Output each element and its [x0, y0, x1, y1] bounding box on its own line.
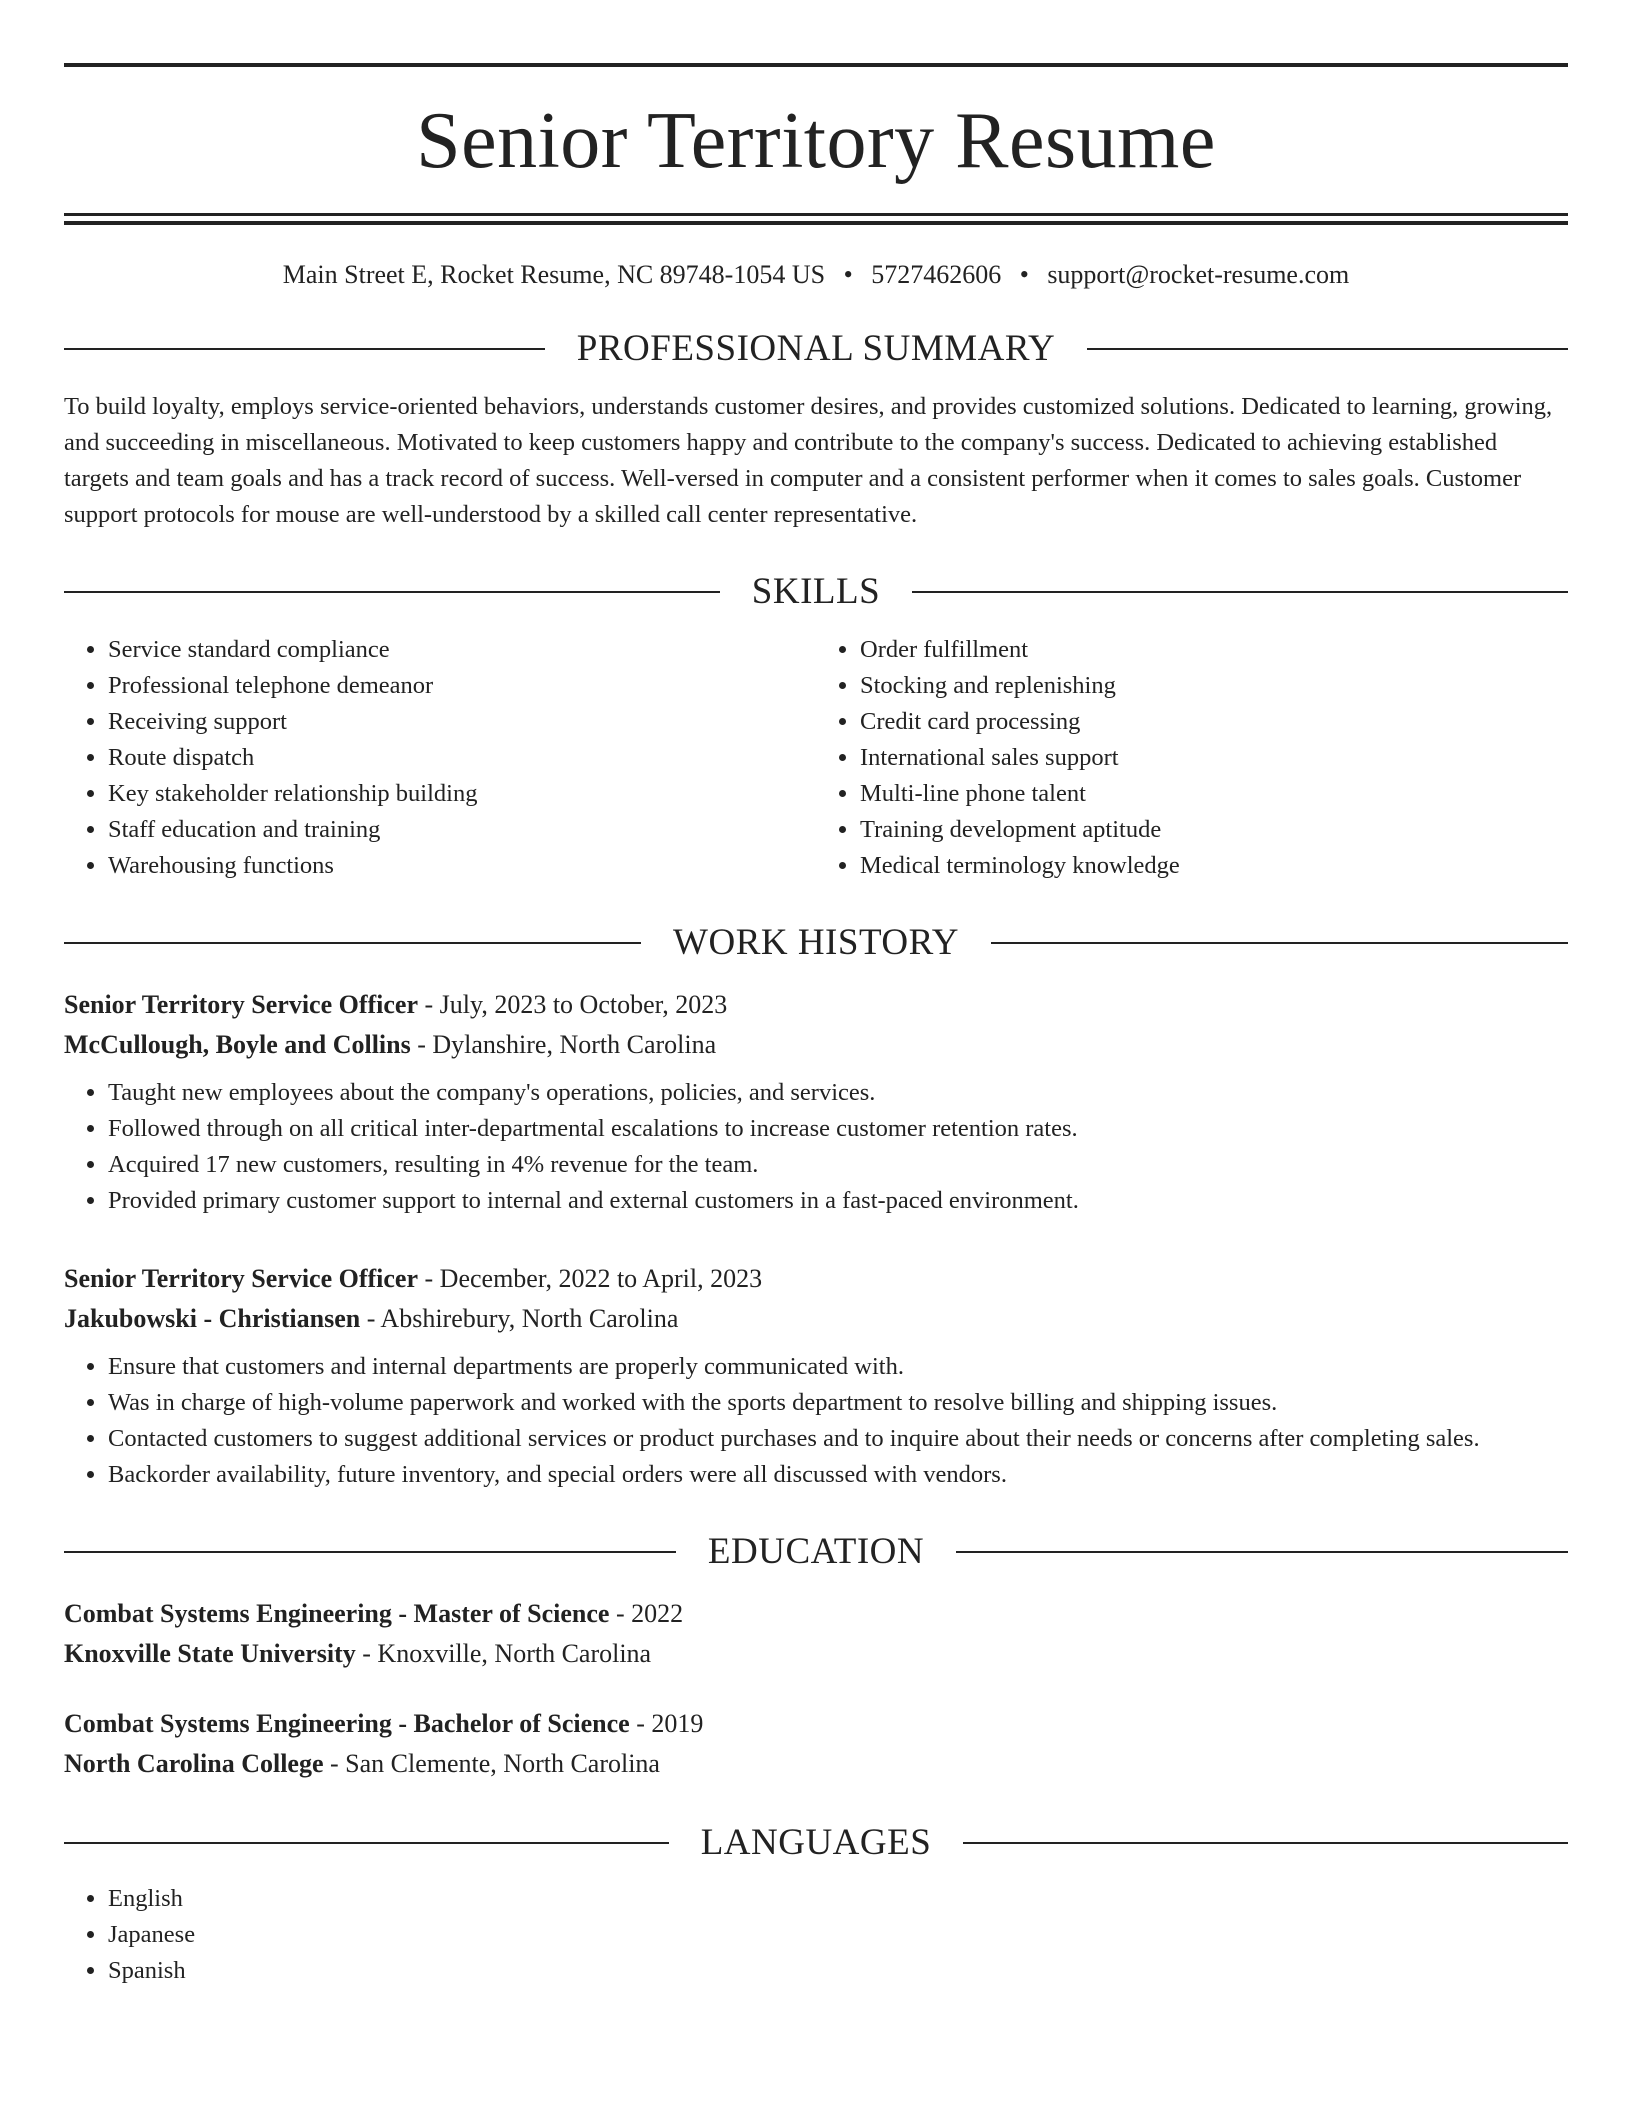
section-heading-education [64, 1531, 1568, 1573]
section-title: WORK HISTORY [673, 922, 959, 964]
degree: Combat Systems Engineering - Bachelor of Science [64, 1709, 630, 1739]
skill-item: • International sales support [860, 740, 1568, 776]
degree: Combat Systems Engineering - Master of Science [64, 1599, 610, 1629]
job-title: Senior Territory Service Officer [64, 990, 419, 1020]
job-dates: - July, 2023 to October, 2023 [418, 990, 728, 1020]
skill-item: • Staff education and training [108, 812, 816, 848]
school-location: - Knoxville, North Carolina [355, 1639, 652, 1669]
contact-separator: • [1019, 260, 1029, 289]
section-heading-skills [64, 571, 1568, 613]
job-title: Senior Territory Service Officer [64, 1264, 419, 1294]
contact-phone: 5727462606 [871, 260, 1002, 289]
skill-item: • Training development aptitude [860, 812, 1568, 848]
job-bullet: • Was in charge of high-volume paperwork and worked with the sports department to resolve billing and shipping issues. [108, 1385, 1568, 1421]
school-line [64, 1634, 1568, 1674]
job-entry [64, 985, 1568, 1219]
school-location: - San Clemente, North Carolina [323, 1749, 660, 1779]
section-title: PROFESSIONAL SUMMARY [576, 328, 1056, 370]
contact-email: support@rocket-resume.com [1047, 260, 1350, 289]
language-item: • Spanish [108, 1953, 1568, 1989]
skills-list-left [64, 632, 816, 884]
degree-year: - 2022 [609, 1599, 684, 1629]
job-company: Jakubowski - Christiansen [64, 1304, 361, 1334]
skill-item: • Warehousing functions [108, 848, 816, 884]
degree-line [64, 1704, 1568, 1744]
job-company-line [64, 1025, 1568, 1065]
contact-separator: • [843, 260, 853, 289]
section-title: SKILLS [751, 571, 881, 613]
job-bullet: • Followed through on all critical inter-departmental escalations to increase customer retention rates. [108, 1111, 1568, 1147]
heading-rule [1087, 348, 1568, 350]
skill-item: • Stocking and replenishing [860, 668, 1568, 704]
heading-rule [991, 942, 1568, 944]
summary-paragraph: To build loyalty, employs service-oriented behaviors, understands customer desires, and provides customized solutions. Dedicated to learning, growing, and succeeding in miscellaneous. Motivated to keep customers happy and contribute to the company's success. Dedicated to achieving established targets and team goals and has a track record of success. Well-versed in computer and a consistent performer when it comes to sales goals. Customer support protocols for mouse are well-understood by a skilled call center representative. [64, 393, 1553, 529]
skill-item: • Professional telephone demeanor [108, 668, 816, 704]
skill-item: • Service standard compliance [108, 632, 816, 668]
skills-list-right [816, 632, 1568, 884]
job-dates: - December, 2022 to April, 2023 [418, 1264, 763, 1294]
title-double-rule [64, 213, 1568, 225]
job-title-line [64, 985, 1568, 1025]
section-heading-work [64, 922, 1568, 964]
job-bullets [64, 1349, 1568, 1493]
job-bullet: • Taught new employees about the company's operations, policies, and services. [108, 1075, 1568, 1111]
heading-rule [912, 591, 1568, 593]
job-location: - Abshirebury, North Carolina [360, 1304, 679, 1334]
skill-item: • Order fulfillment [860, 632, 1568, 668]
job-company-line [64, 1299, 1568, 1339]
skill-item: • Receiving support [108, 704, 816, 740]
skill-item: • Route dispatch [108, 740, 816, 776]
section-heading-languages [64, 1822, 1568, 1864]
section-title: LANGUAGES [700, 1822, 932, 1864]
school: North Carolina College [64, 1749, 324, 1779]
education-entry [64, 1594, 1568, 1674]
heading-rule [64, 1842, 669, 1844]
heading-rule [64, 348, 545, 350]
heading-rule [963, 1842, 1568, 1844]
heading-rule [64, 942, 641, 944]
job-bullet: • Ensure that customers and internal departments are properly communicated with. [108, 1349, 1568, 1385]
skills-columns [64, 632, 1568, 884]
job-bullet: • Provided primary customer support to internal and external customers in a fast-paced environment. [108, 1183, 1568, 1219]
top-rule [64, 63, 1568, 67]
section-title: EDUCATION [707, 1531, 925, 1573]
language-item: • English [108, 1881, 1568, 1917]
languages-list [64, 1881, 1568, 1989]
skill-item: • Credit card processing [860, 704, 1568, 740]
heading-rule [64, 591, 720, 593]
skill-item: • Multi-line phone talent [860, 776, 1568, 812]
contact-address: Main Street E, Rocket Resume, NC 89748-1054 US [282, 260, 826, 289]
job-location: - Dylanshire, North Carolina [410, 1030, 717, 1060]
heading-rule [956, 1551, 1568, 1553]
degree-year: - 2019 [629, 1709, 704, 1739]
skill-item: • Key stakeholder relationship building [108, 776, 816, 812]
job-bullet: • Acquired 17 new customers, resulting in 4% revenue for the team. [108, 1147, 1568, 1183]
school-line [64, 1744, 1568, 1784]
skill-item: • Medical terminology knowledge [860, 848, 1568, 884]
school: Knoxville State University [64, 1639, 356, 1669]
job-bullet: • Contacted customers to suggest additional services or product purchases and to inquire about their needs or concerns after completing sales. [108, 1421, 1568, 1457]
heading-rule [64, 1551, 676, 1553]
education-entry [64, 1704, 1568, 1784]
job-title-line [64, 1259, 1568, 1299]
degree-line [64, 1594, 1568, 1634]
job-entry [64, 1259, 1568, 1493]
section-heading-summary [64, 328, 1568, 370]
job-company: McCullough, Boyle and Collins [64, 1030, 411, 1060]
contact-line [64, 259, 1568, 290]
resume-title: Senior Territory Resume [416, 97, 1216, 185]
job-bullet: • Backorder availability, future inventory, and special orders were all discussed with vendors. [108, 1457, 1568, 1493]
job-bullets [64, 1075, 1568, 1219]
language-item: • Japanese [108, 1917, 1568, 1953]
